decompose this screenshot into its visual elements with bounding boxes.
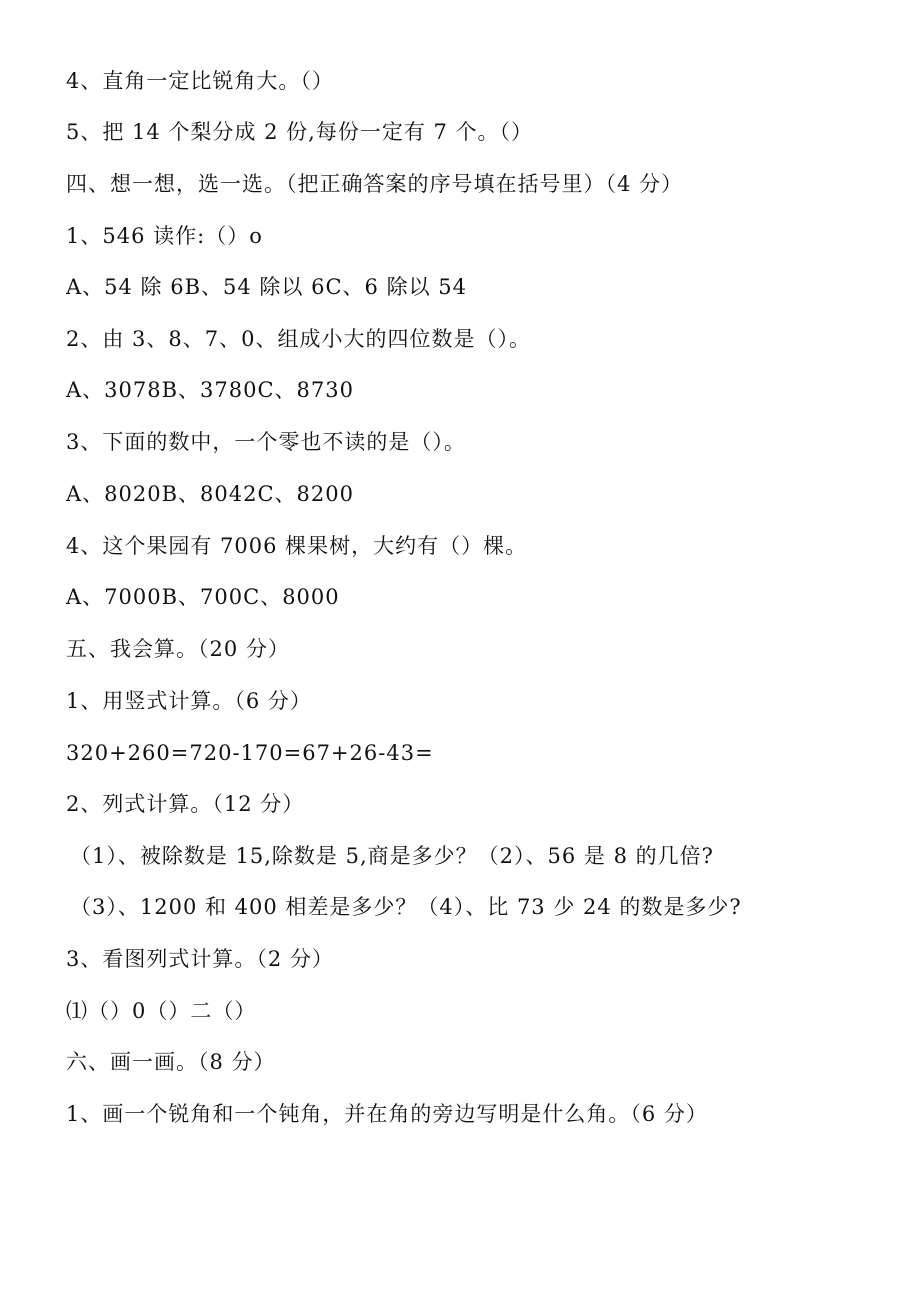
section-five-heading: 五、我会算。（20 分） xyxy=(66,637,290,661)
options-546: A、54 除 6B、54 除以 6C、6 除以 54 xyxy=(66,275,467,299)
options-orchard: A、7000B、700C、8000 xyxy=(66,585,340,609)
question-four-digit: 2、由 3、8、7、0、组成小大的四位数是（）。 xyxy=(66,327,531,351)
vertical-calc-expressions: 320+260=720-170=67+26-43= xyxy=(66,741,434,765)
section-four-heading: 四、想一想，选一选。（把正确答案的序号填在括号里）（4 分） xyxy=(66,172,684,196)
question-546: 1、546 读作:（）o xyxy=(66,224,263,248)
formula-calc-questions-1-2: （1）、被除数是 15,除数是 5,商是多少？（2）、56 是 8 的几倍? xyxy=(70,844,714,868)
question-orchard: 4、这个果园有 7006 棵果树，大约有（）棵。 xyxy=(66,534,528,558)
question-zero-reading: 3、下面的数中，一个零也不读的是（）。 xyxy=(66,430,466,454)
options-zero-reading: A、8020B、8042C、8200 xyxy=(66,482,354,506)
vertical-calc-heading: 1、用竖式计算。（6 分） xyxy=(66,689,312,713)
question-right-angle: 4、直角一定比锐角大。（） xyxy=(66,69,334,93)
picture-calc-blanks: ⑴（）0（）二（） xyxy=(66,999,257,1023)
draw-angles-question: 1、画一个锐角和一个钝角，并在角的旁边写明是什么角。（6 分） xyxy=(66,1102,708,1126)
section-six-heading: 六、画一画。（8 分） xyxy=(66,1050,276,1074)
formula-calc-heading: 2、列式计算。（12 分） xyxy=(66,792,305,816)
picture-calc-heading: 3、看图列式计算。（2 分） xyxy=(66,947,334,971)
formula-calc-questions-3-4: （3）、1200 和 400 相差是多少？（4）、比 73 少 24 的数是多少? xyxy=(70,895,742,919)
options-four-digit: A、3078B、3780C、8730 xyxy=(66,378,354,402)
question-pears: 5、把 14 个梨分成 2 份,每份一定有 7 个。（） xyxy=(66,120,534,144)
